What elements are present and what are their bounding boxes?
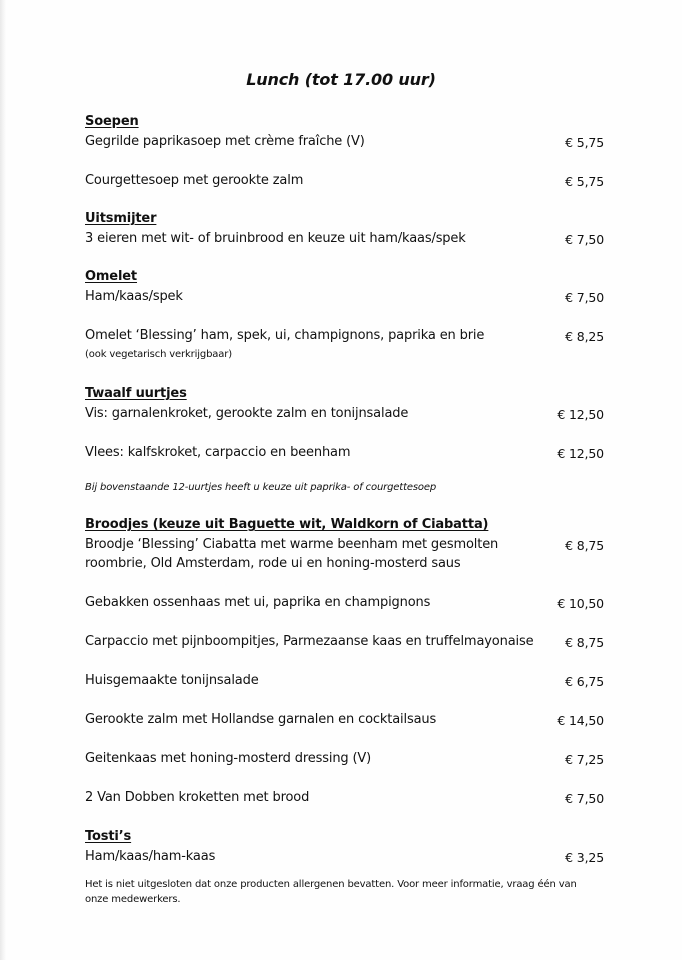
menu-item-name: Vlees: kalfskroket, carpaccio en beenham [85,445,351,460]
menu-item-name: Gegrilde paprikasoep met crème fraîche (V) [85,134,365,149]
menu-item-price: € 7,50 [565,290,604,305]
menu-item-price: € 12,50 [557,446,604,461]
menu-item-price: € 5,75 [565,135,604,150]
menu-item-name: 2 Van Dobben kroketten met brood [85,790,310,805]
allergen-notice: Het is niet uitgesloten dat onze producten allergenen bevatten. Voor meer informatie, vraag één van onze medewerkers. [85,879,577,905]
section-heading-twaalf-uurtjes: Twaalf uurtjes [85,386,187,401]
section-heading-soepen: Soepen [85,114,139,129]
menu-item-name-line1: Broodje ‘Blessing’ Ciabatta met warme beenham met gesmolten [85,537,499,552]
section-heading-broodjes: Broodjes (keuze uit Baguette wit, Waldkorn of Ciabatta) [85,517,489,532]
section-heading-uitsmijter: Uitsmijter [85,211,157,226]
menu-item-name: Huisgemaakte tonijnsalade [85,673,259,688]
page-edge-shadow [0,0,6,960]
menu-item-note: (ook vegetarisch verkrijgbaar) [85,349,232,360]
menu-item-price: € 5,75 [565,174,604,189]
menu-item-price: € 7,50 [565,232,604,247]
menu-title: Lunch (tot 17.00 uur) [246,70,436,89]
menu-item-price: € 7,50 [565,791,604,806]
menu-item-name-line2: roombrie, Old Amsterdam, rode ui en honing-mosterd saus [85,556,461,571]
menu-item-price: € 7,25 [565,752,604,767]
menu-item-price: € 8,25 [565,329,604,344]
menu-item-price: € 10,50 [557,596,604,611]
menu-item-name: Vis: garnalenkroket, gerookte zalm en tonijnsalade [85,406,409,421]
menu-item-price: € 8,75 [565,635,604,650]
section-heading-tostis: Tosti’s [85,829,132,844]
menu-item-price: € 8,75 [565,538,604,553]
menu-item-name: Gerookte zalm met Hollandse garnalen en cocktailsaus [85,712,437,727]
menu-item-name: Courgettesoep met gerookte zalm [85,173,304,188]
menu-item-name: Gebakken ossenhaas met ui, paprika en champignons [85,595,431,610]
menu-item-name: Carpaccio met pijnboompitjes, Parmezaanse kaas en truffelmayonaise [85,634,534,649]
menu-item-name: 3 eieren met wit- of bruinbrood en keuze uit ham/kaas/spek [85,231,466,246]
menu-item-price: € 14,50 [557,713,604,728]
menu-item-name: Omelet ‘Blessing’ ham, spek, ui, champignons, paprika en brie [85,328,485,343]
menu-item-price: € 6,75 [565,674,604,689]
menu-item-price: € 12,50 [557,407,604,422]
menu-item-price: € 3,25 [565,850,604,865]
section-heading-omelet: Omelet [85,269,138,284]
menu-item-name: Geitenkaas met honing-mosterd dressing (V) [85,751,372,766]
menu-item-name: Ham/kaas/spek [85,289,183,304]
menu-item-name: Ham/kaas/ham-kaas [85,849,216,864]
section-note: Bij bovenstaande 12-uurtjes heeft u keuze uit paprika- of courgettesoep [85,482,437,493]
